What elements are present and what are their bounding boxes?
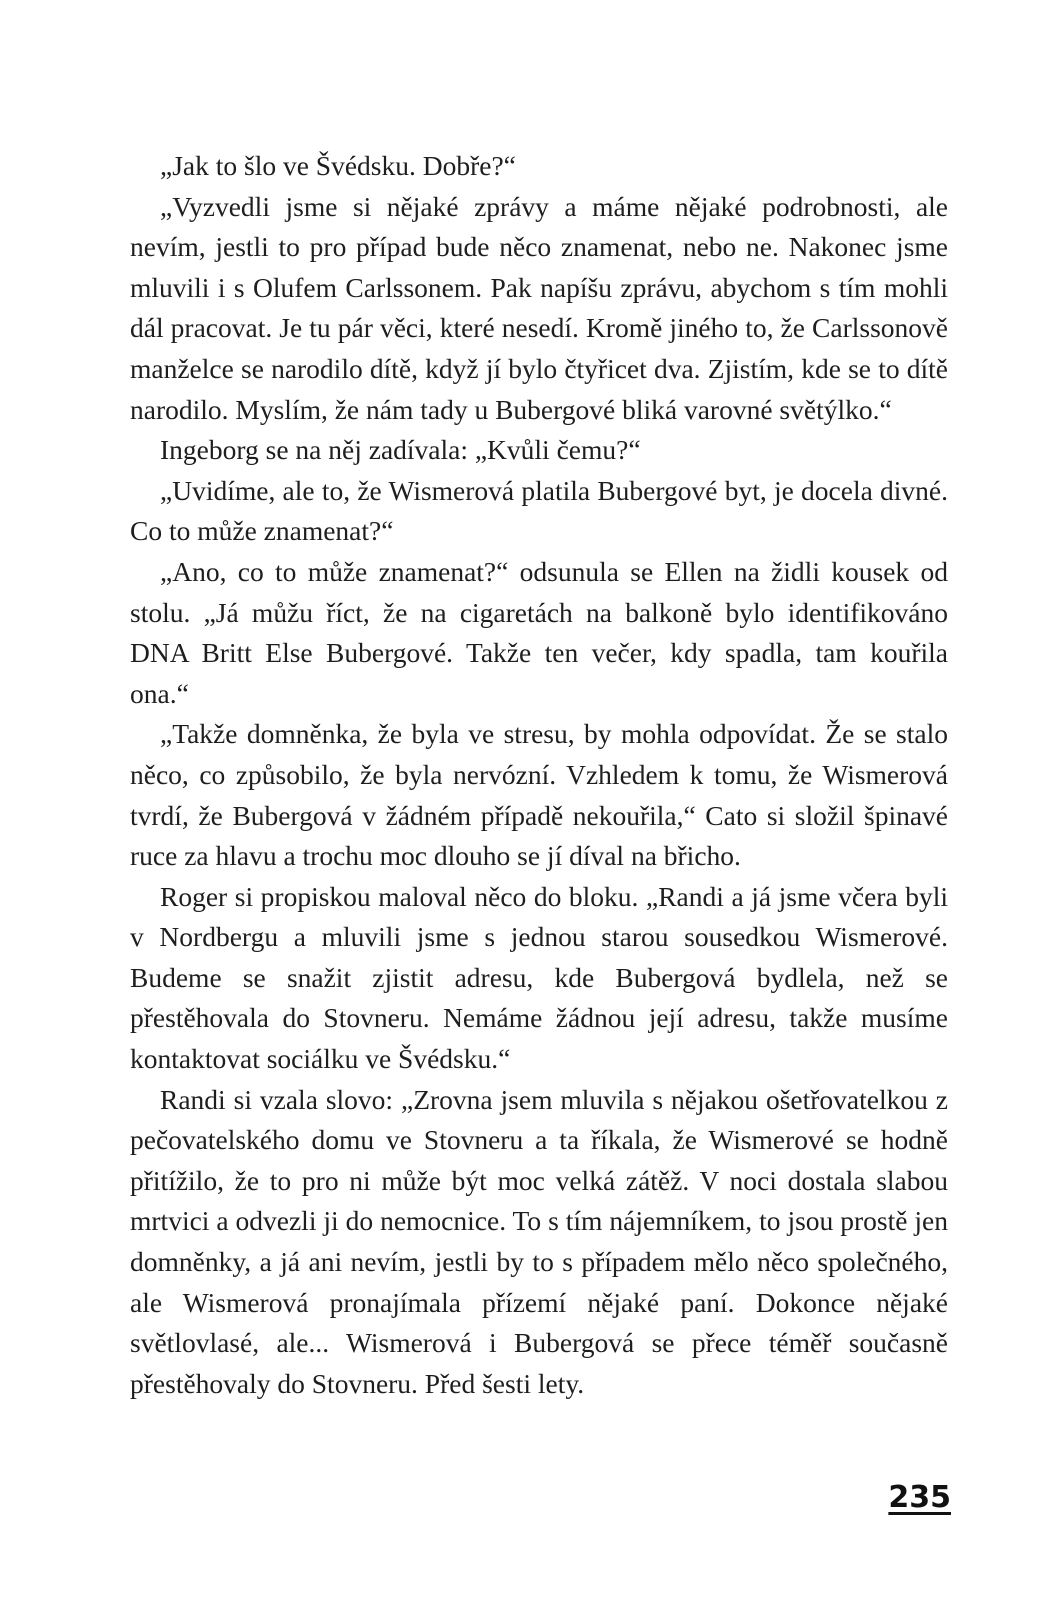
- page-number: 235: [888, 1480, 951, 1515]
- paragraph: „Vyzvedli jsme si nějaké zprávy a máme nějaké podrobnosti, ale nevím, jestli to pro případ bude něco znamenat, nebo ne. Nakonec jsme mluvili i s Olufem Carlssonem. Pak napíšu zprávu, abychom s tím mohli dál pracovat. Je tu pár věci, které nesedí. Kromě jiného to, že Carlssonově manželce se narodilo dítě, když jí bylo čtyřicet dva. Zjistím, kde se to dítě narodilo. Myslím, že nám tady u Bubergové bliká varovné světýlko.“: [130, 190, 948, 425]
- paragraph: Randi si vzala slovo: „Zrovna jsem mluvila s nějakou ošetřovatelkou z pečovatelského domu ve Stovneru a ta říkala, že Wismerové se hodně přitížilo, že to pro ni může být moc velká zátěž. V noci dostala slabou mrtvici a odvezli ji do nemocnice. To s tím nájemníkem, to jsou prostě jen domněnky, a já ani nevím, jestli by to s případem mělo něco společného, ale Wismerová pronajímala přízemí nějaké paní. Dokonce nějaké světlovlasé, ale... Wismerová i Bubergová se přece téměř současně přestěhovaly do Stovneru. Před šesti lety.: [130, 1083, 948, 1399]
- paragraph: „Takže domněnka, že byla ve stresu, by mohla odpovídat. Že se stalo něco, co způsobilo, že byla nervózní. Vzhledem k tomu, že Wismerová tvrdí, že Bubergová v žádném případě nekouřila,“ Cato si složil špinavé ruce za hlavu a trochu moc dlouho se jí díval na břicho.: [130, 718, 948, 872]
- paragraph: Ingeborg se na něj zadívala: „Kvůli čemu?“: [160, 434, 641, 466]
- paragraph: „Uvidíme, ale to, že Wismerová platila Bubergové byt, je docela divné. Co to může znamenat?“: [130, 474, 948, 547]
- body-text: [130, 146, 948, 1404]
- paragraph: „Ano, co to může znamenat?“ odsunula se Ellen na židli kousek od stolu. „Já můžu říct, že na cigaretách na balkoně bylo identifikováno DNA Britt Else Bubergové. Takže ten večer, kdy spadla, tam kouřila ona.“: [130, 555, 948, 709]
- paragraph: „Jak to šlo ve Švédsku. Dobře?“: [160, 150, 516, 181]
- paragraph: Roger si propiskou maloval něco do bloku. „Randi a já jsme včera byli v Nordbergu a mluvili jsme s jednou starou sousedkou Wismerové. Budeme se snažit zjistit adresu, kde Bubergová bydlela, než se přestěhovala do Stovneru. Nemáme žádnou její adresu, takže musíme kontaktovat sociálku ve Švédsku.“: [130, 880, 948, 1075]
